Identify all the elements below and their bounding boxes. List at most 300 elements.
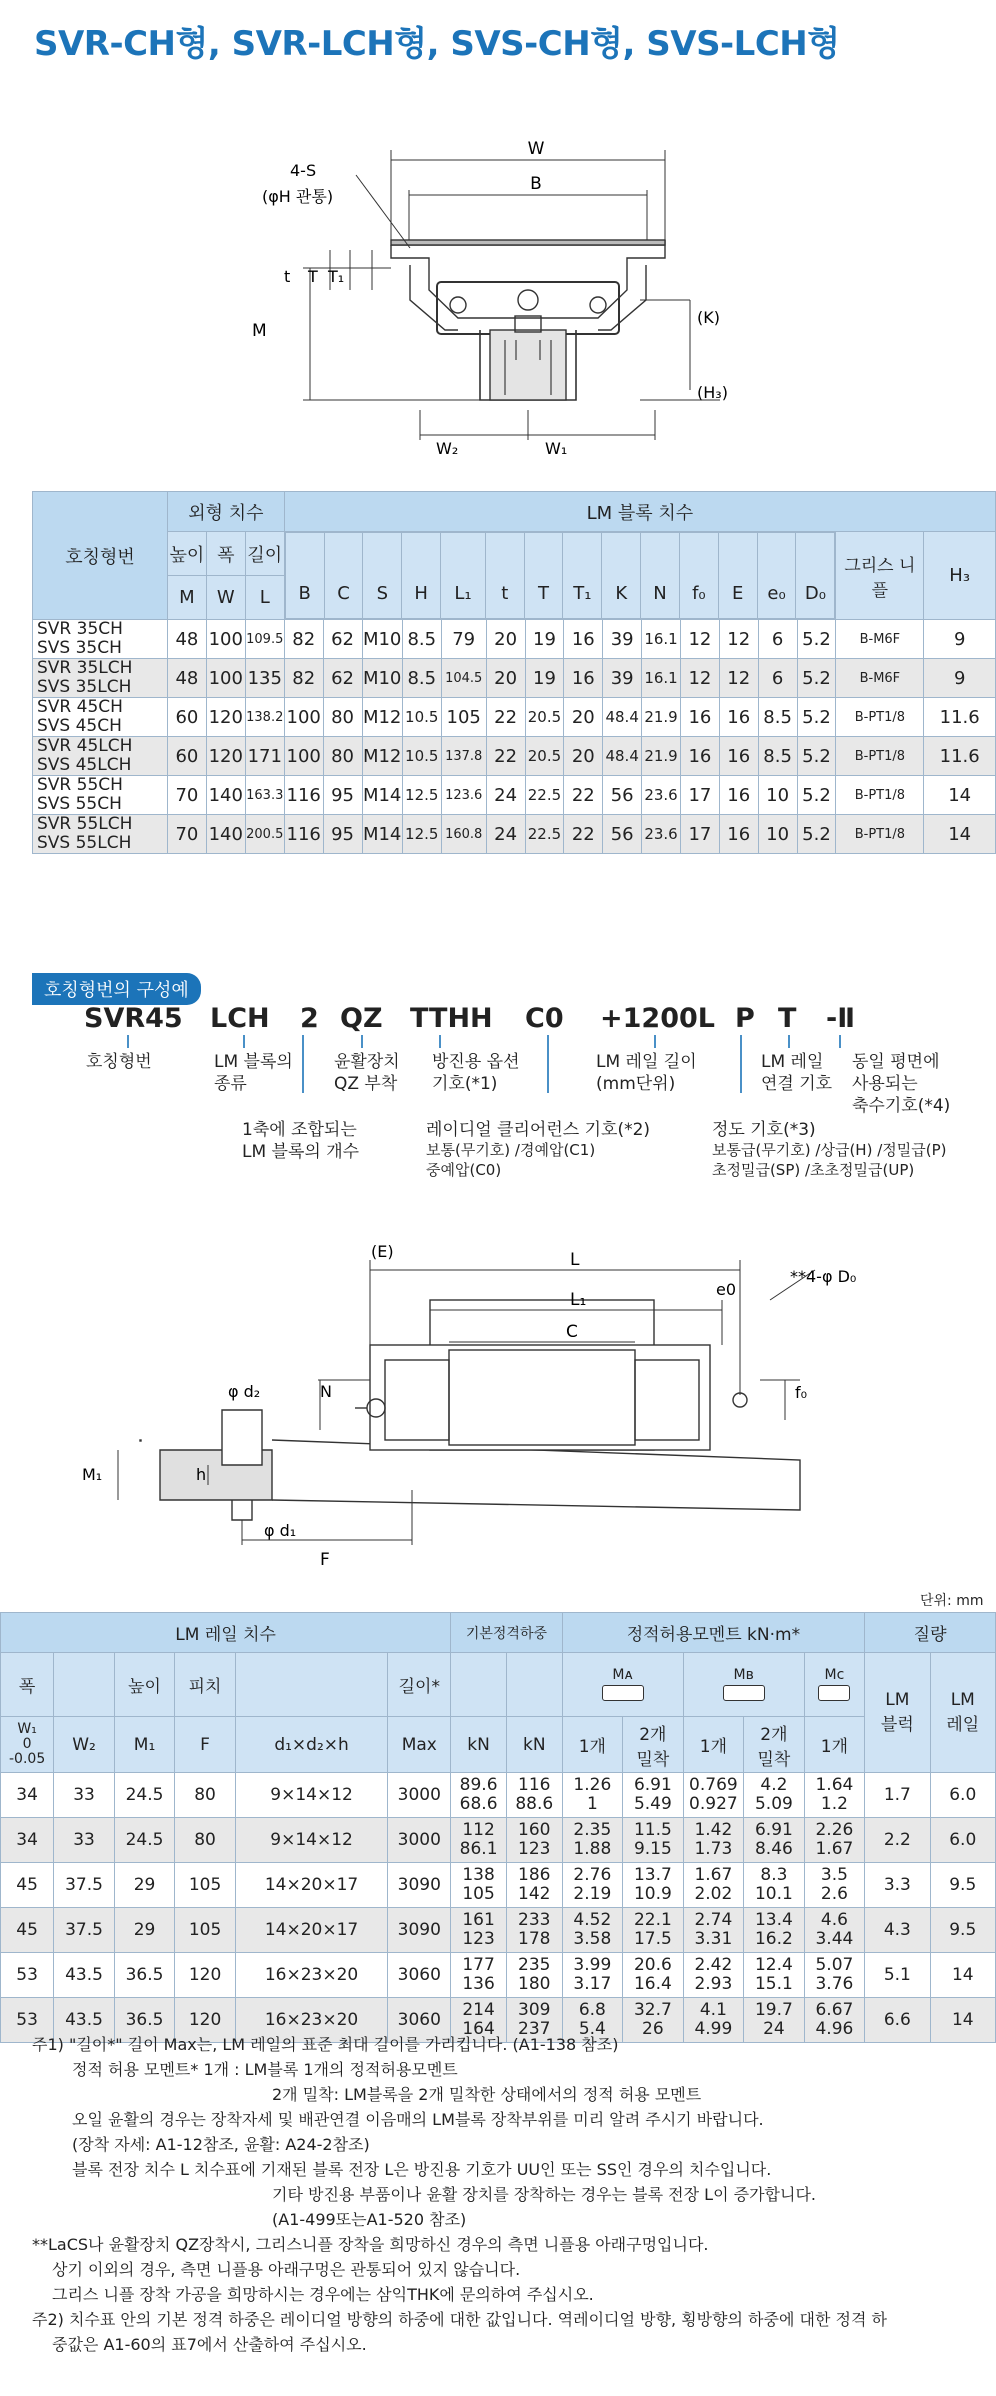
value-cell: 309 237 <box>506 1998 562 2043</box>
table2-F: F <box>175 1717 236 1773</box>
value-cell: 56 <box>603 815 642 854</box>
value-cell: 5.2 <box>797 620 836 659</box>
value-cell: 12 <box>680 659 719 698</box>
value-cell: 16 <box>719 776 758 815</box>
value-cell: 9×14×12 <box>235 1773 388 1818</box>
model-cell: SVR 35LCH SVS 35LCH <box>33 659 168 698</box>
code-part: TTHH <box>410 1003 493 1034</box>
value-cell: 5.2 <box>797 698 836 737</box>
value-cell: 138.2 <box>245 698 284 737</box>
footnote-line: 주1) "길이*" 길이 Max는, LM 레일의 표준 최대 길이를 가리킵니다. (A1-138 참조) <box>32 2035 619 2054</box>
value-cell: 53 <box>1 1953 54 1998</box>
table1-col-8: t <box>485 533 524 619</box>
value-cell: 21.9 <box>642 737 681 776</box>
footnote-line: (A1-499또는A1-520 참조) <box>272 2210 467 2229</box>
value-cell: 82 <box>284 659 323 698</box>
value-cell: 20.5 <box>525 698 564 737</box>
value-cell: 70 <box>167 776 206 815</box>
value-cell: 100 <box>206 620 245 659</box>
value-cell: 22.5 <box>525 776 564 815</box>
table1-col-15: e₀ <box>757 533 796 619</box>
table1-col-16: D₀ <box>796 533 835 619</box>
value-cell: 5.2 <box>797 815 836 854</box>
value-cell: 14 <box>930 1998 995 2043</box>
value-cell: 80 <box>323 737 362 776</box>
table-row <box>1 1773 996 1818</box>
value-cell: 20 <box>486 620 525 659</box>
value-cell: 80 <box>323 698 362 737</box>
value-cell: 16×23×20 <box>235 1953 388 1998</box>
value-cell: 2.2 <box>865 1818 930 1863</box>
dim-B: B <box>530 174 542 194</box>
value-cell: 171 <box>245 737 284 776</box>
value-cell: 48 <box>167 659 206 698</box>
value-cell: B-PT1/8 <box>836 776 924 815</box>
value-cell: 137.8 <box>441 737 486 776</box>
value-cell: 5.2 <box>797 659 836 698</box>
value-cell: 48 <box>167 620 206 659</box>
value-cell: 33 <box>54 1818 115 1863</box>
table2-d: d₁×d₂×h <box>235 1717 388 1773</box>
value-cell: 14 <box>930 1953 995 1998</box>
table1-block-group: LM 블록 치수 <box>284 492 995 532</box>
value-cell: B-M6F <box>836 620 924 659</box>
value-cell: 34 <box>1 1773 54 1818</box>
value-cell: 8.5 <box>758 698 797 737</box>
value-cell: 19 <box>525 620 564 659</box>
code-part: LCH <box>210 1003 270 1034</box>
value-cell: 138 105 <box>451 1863 507 1908</box>
label-rail-length-2: (mm단위) <box>596 1074 676 1094</box>
label-count-1: 1축에 조합되는 <box>242 1120 357 1140</box>
value-cell: 48.4 <box>603 698 642 737</box>
value-cell: 116 88.6 <box>506 1773 562 1818</box>
value-cell: 8.5 <box>758 737 797 776</box>
value-cell: 16 <box>680 698 719 737</box>
table2-basic-load: 기본정격하중 <box>451 1613 562 1653</box>
table1-col-7: L₁ <box>441 533 486 619</box>
table1-height: 높이 <box>167 532 206 576</box>
footnote-line: 블록 전장 치수 L 치수표에 기재된 블록 전장 L은 방진용 기호가 UU인 또는 SS인 경우의 치수입니다. <box>72 2160 772 2179</box>
table2-max: Max <box>388 1717 451 1773</box>
table2-rail-group: LM 레일 치수 <box>1 1613 451 1653</box>
lm-rail-dimension-table <box>0 1612 996 2043</box>
label-accuracy-2: 보통급(무기호) /상급(H) /정밀급(P) <box>712 1141 947 1159</box>
value-cell: 161 123 <box>451 1908 507 1953</box>
dim-E: (E) <box>371 1242 394 1261</box>
value-cell: 12.4 15.1 <box>744 1953 805 1998</box>
value-cell: 16 <box>719 737 758 776</box>
value-cell: 29 <box>114 1908 175 1953</box>
table1-width: 폭 <box>206 532 245 576</box>
value-cell: 95 <box>323 815 362 854</box>
table-row <box>1 1953 996 1998</box>
dim-H3: (H₃) <box>697 383 728 402</box>
footnote-line: 주2) 치수표 안의 기본 정격 하중은 레이디얼 방향의 하중에 대한 값입니다. 역레이디얼 방향, 횡방향의 하중에 대한 정격 하 <box>32 2310 887 2329</box>
value-cell: 6.6 <box>865 1998 930 2043</box>
value-cell: 186 142 <box>506 1863 562 1908</box>
value-cell: 37.5 <box>54 1908 115 1953</box>
value-cell: 24 <box>486 815 525 854</box>
value-cell: 4.6 3.44 <box>804 1908 865 1953</box>
table2-pitch: 피치 <box>175 1653 236 1717</box>
dim-L: L <box>570 1250 580 1270</box>
label-same-plane-1: 동일 평면에 <box>852 1052 940 1072</box>
table-row <box>33 776 996 815</box>
value-cell: 6.0 <box>930 1818 995 1863</box>
value-cell: 120 <box>206 737 245 776</box>
value-cell: M14 <box>362 776 402 815</box>
dim-T1: T₁ <box>328 267 345 286</box>
label-accuracy-3: 초정밀급(SP) /초초정밀급(UP) <box>712 1161 915 1179</box>
table2-rail-mass: LM 레일 <box>930 1653 995 1773</box>
label-qz-2: QZ 부착 <box>334 1074 398 1094</box>
label-model: 호칭형번 <box>86 1052 152 1072</box>
value-cell: 36.5 <box>114 1953 175 1998</box>
value-cell: 140 <box>206 776 245 815</box>
value-cell: 9.5 <box>930 1908 995 1953</box>
table1-length: 길이 <box>245 532 284 576</box>
value-cell: 200.5 <box>245 815 284 854</box>
model-config-banner: 호칭형번의 구성예 <box>32 973 201 1005</box>
value-cell: 105 <box>175 1863 236 1908</box>
value-cell: 2.35 1.88 <box>562 1818 623 1863</box>
value-cell: 70 <box>167 815 206 854</box>
table1-col-14: E <box>718 533 757 619</box>
table2-M1: M₁ <box>114 1717 175 1773</box>
value-cell: 13.4 16.2 <box>744 1908 805 1953</box>
model-cell: SVR 45LCH SVS 45LCH <box>33 737 168 776</box>
code-part: T <box>778 1003 797 1034</box>
value-cell: 80 <box>175 1773 236 1818</box>
value-cell: 6.67 4.96 <box>804 1998 865 2043</box>
value-cell: 14×20×17 <box>235 1908 388 1953</box>
model-config-diagram <box>0 995 996 1205</box>
value-cell: 233 178 <box>506 1908 562 1953</box>
value-cell: 4.3 <box>865 1908 930 1953</box>
value-cell: 1.42 1.73 <box>683 1818 744 1863</box>
table1-col-W: W <box>206 576 245 620</box>
table2-static-moment: 정적허용모멘트 kN·m* <box>562 1613 865 1653</box>
value-cell: 2.42 2.93 <box>683 1953 744 1998</box>
code-part: C0 <box>525 1003 564 1034</box>
model-cell: SVR 45CH SVS 45CH <box>33 698 168 737</box>
value-cell: 0.769 0.927 <box>683 1773 744 1818</box>
value-cell: B-PT1/8 <box>836 698 924 737</box>
dim-W: W <box>527 139 545 159</box>
value-cell: 235 180 <box>506 1953 562 1998</box>
footnote-line: 상기 이외의 경우, 측면 니플용 아래구멍은 관통되어 있지 않습니다. <box>52 2260 521 2279</box>
value-cell: 14 <box>924 815 996 854</box>
value-cell: 20 <box>486 659 525 698</box>
value-cell: 16.1 <box>642 659 681 698</box>
value-cell: 120 <box>175 1998 236 2043</box>
page-title: SVR-CH형, SVR-LCH형, SVS-CH형, SVS-LCH형 <box>34 24 840 64</box>
value-cell: 19.7 24 <box>744 1998 805 2043</box>
value-cell: 45 <box>1 1863 54 1908</box>
value-cell: M10 <box>362 659 402 698</box>
side-view-drawing <box>0 1240 996 1580</box>
table1-model-header: 호칭형번 <box>33 492 168 620</box>
value-cell: 100 <box>206 659 245 698</box>
value-cell: 37.5 <box>54 1863 115 1908</box>
dim-D0: **4-φ D₀ <box>790 1267 857 1286</box>
table1-col-4: C <box>324 533 363 619</box>
table2-mc-one: 1개 <box>804 1717 865 1773</box>
value-cell: 1.64 1.2 <box>804 1773 865 1818</box>
footnote-line: 오일 윤활의 경우는 장착자세 및 배관연결 이음매의 LM블록 장착부위를 미리 알려 주시기 바랍니다. <box>72 2110 764 2129</box>
value-cell: 4.2 5.09 <box>744 1773 805 1818</box>
value-cell: 16×23×20 <box>235 1998 388 2043</box>
value-cell: B-PT1/8 <box>836 737 924 776</box>
table1-col-11: K <box>602 533 641 619</box>
label-qz-1: 윤활장치 <box>334 1052 400 1072</box>
label-accuracy-1: 정도 기호(*3) <box>712 1120 816 1140</box>
value-cell: 3090 <box>388 1908 451 1953</box>
value-cell: 24.5 <box>114 1818 175 1863</box>
dim-phid1: φ d₁ <box>264 1521 297 1540</box>
value-cell: 2.74 3.31 <box>683 1908 744 1953</box>
value-cell: 105 <box>441 698 486 737</box>
table2-ma: Mᴀ <box>562 1653 683 1717</box>
footnote-line: 그리스 니플 장착 가공을 희망하시는 경우에는 삼익THK에 문의하여 주십시오. <box>52 2285 594 2304</box>
code-part: -Ⅱ <box>826 1003 855 1034</box>
code-part: QZ <box>340 1003 383 1034</box>
value-cell: B-PT1/8 <box>836 815 924 854</box>
value-cell: 3.3 <box>865 1863 930 1908</box>
value-cell: 22 <box>486 737 525 776</box>
table2-mb-one: 1개 <box>683 1717 744 1773</box>
footnote-line: 2개 밀착: LM블록을 2개 밀착한 상태에서의 정적 허용 모멘트 <box>272 2085 702 2104</box>
value-cell: 10.5 <box>402 698 441 737</box>
dim-h: h <box>196 1465 207 1484</box>
value-cell: 89.6 68.6 <box>451 1773 507 1818</box>
label-dust-1: 방진용 옵션 <box>432 1052 520 1072</box>
footnote-line: 기타 방진용 부품이나 윤활 장치를 장착하는 경우는 블록 전장 L이 증가합니다. <box>272 2185 816 2204</box>
value-cell: 23.6 <box>642 776 681 815</box>
table2-W2: W₂ <box>54 1717 115 1773</box>
table1-col-6: H <box>402 533 441 619</box>
footnote-line: (장착 자세: A1-12참조, 윤활: A24-2참조) <box>72 2135 370 2154</box>
value-cell: 112 86.1 <box>451 1818 507 1863</box>
value-cell: 39 <box>603 659 642 698</box>
value-cell: 177 136 <box>451 1953 507 1998</box>
dim-e0: e0 <box>716 1280 737 1299</box>
value-cell: 6.8 5.4 <box>562 1998 623 2043</box>
model-cell: SVR 55CH SVS 55CH <box>33 776 168 815</box>
value-cell: 100 <box>284 737 323 776</box>
label-dust-2: 기호(*1) <box>432 1074 498 1094</box>
value-cell: 56 <box>603 776 642 815</box>
footnote-line: 정적 허용 모멘트* 1개 : LM블록 1개의 정적허용모멘트 <box>72 2060 458 2079</box>
value-cell: M10 <box>362 620 402 659</box>
table1-col-M: M <box>167 576 206 620</box>
value-cell: 5.2 <box>797 776 836 815</box>
value-cell: 95 <box>323 776 362 815</box>
value-cell: 8.3 10.1 <box>744 1863 805 1908</box>
value-cell: 1.26 1 <box>562 1773 623 1818</box>
table2-mb-two: 2개 밀착 <box>744 1717 805 1773</box>
table2-width: 폭 <box>1 1653 54 1717</box>
value-cell: M12 <box>362 737 402 776</box>
dim-t: t <box>284 267 291 286</box>
table2-mass: 질량 <box>865 1613 996 1653</box>
value-cell: 19 <box>525 659 564 698</box>
table2-c-unit: kN <box>451 1717 507 1773</box>
value-cell: 22 <box>486 698 525 737</box>
value-cell: 6 <box>758 620 797 659</box>
table2-W1: W₁ 0 -0.05 <box>1 1717 54 1773</box>
value-cell: 14 <box>924 776 996 815</box>
table1-col-9: T <box>524 533 563 619</box>
value-cell: 3090 <box>388 1863 451 1908</box>
table1-grease-header: 그리스 니플 <box>836 532 924 620</box>
value-cell: 6 <box>758 659 797 698</box>
value-cell: 3060 <box>388 1998 451 2043</box>
value-cell: 10.5 <box>402 737 441 776</box>
dim-W1: W₁ <box>545 439 568 458</box>
table2-ma-one: 1개 <box>562 1717 623 1773</box>
table2-length: 길이* <box>388 1653 451 1717</box>
dim-f0: f₀ <box>795 1383 808 1402</box>
table1-H3-header: H₃ <box>924 532 996 620</box>
footnotes <box>32 2032 982 2357</box>
value-cell: 2.76 2.19 <box>562 1863 623 1908</box>
value-cell: 14×20×17 <box>235 1863 388 1908</box>
table-row <box>1 1908 996 1953</box>
value-cell: 3060 <box>388 1953 451 1998</box>
dim-T: T <box>308 267 318 286</box>
table1-col-5: S <box>363 533 402 619</box>
value-cell: 16 <box>719 698 758 737</box>
value-cell: 29 <box>114 1863 175 1908</box>
label-rail-length-1: LM 레일 길이 <box>596 1052 697 1072</box>
value-cell: 62 <box>323 659 362 698</box>
table2-mb: Mʙ <box>683 1653 804 1717</box>
footnote-line: 중값은 A1-60의 표7에서 산출하여 주십시오. <box>52 2335 367 2354</box>
model-cell: SVR 55LCH SVS 55LCH <box>33 815 168 854</box>
value-cell: B-M6F <box>836 659 924 698</box>
label-rail-join-2: 연결 기호 <box>761 1074 833 1094</box>
table-row <box>33 659 996 698</box>
dim-L1: L₁ <box>570 1290 587 1310</box>
table2-ma-two: 2개 밀착 <box>623 1717 684 1773</box>
value-cell: 82 <box>284 620 323 659</box>
dim-F: F <box>320 1550 330 1570</box>
cross-section-drawing <box>0 0 996 470</box>
dim-phid2: φ d₂ <box>228 1382 261 1401</box>
value-cell: 5.2 <box>797 737 836 776</box>
value-cell: 24.5 <box>114 1773 175 1818</box>
unit-label: 단위: mm <box>920 1593 984 1609</box>
table1-col-L: L <box>245 576 284 620</box>
value-cell: 12 <box>719 620 758 659</box>
table1-outer-group: 외형 치수 <box>167 492 284 532</box>
label-same-plane-3: 축수기호(*4) <box>852 1096 951 1116</box>
value-cell: 6.91 8.46 <box>744 1818 805 1863</box>
value-cell: 32.7 26 <box>623 1998 684 2043</box>
table-row <box>1 1863 996 1908</box>
dim-4S: 4-S <box>290 161 317 180</box>
table1-col-3: B <box>285 533 324 619</box>
value-cell: 8.5 <box>402 620 441 659</box>
value-cell: 24 <box>486 776 525 815</box>
label-clearance-2: 보통(무기호) /경예압(C1) <box>426 1141 596 1159</box>
value-cell: 80 <box>175 1818 236 1863</box>
value-cell: 39 <box>603 620 642 659</box>
model-cell: SVR 35CH SVS 35CH <box>33 620 168 659</box>
value-cell: 20 <box>564 698 603 737</box>
value-cell: 214 164 <box>451 1998 507 2043</box>
value-cell: 123.6 <box>441 776 486 815</box>
code-part: SVR45 <box>84 1003 183 1034</box>
value-cell: 4.52 3.58 <box>562 1908 623 1953</box>
value-cell: 23.6 <box>642 815 681 854</box>
label-count-2: LM 블록의 개수 <box>242 1142 360 1162</box>
value-cell: 16 <box>564 659 603 698</box>
dim-W2: W₂ <box>436 439 459 458</box>
value-cell: 34 <box>1 1818 54 1863</box>
dim-M1: M₁ <box>82 1465 103 1484</box>
value-cell: 17 <box>680 776 719 815</box>
value-cell: 5.07 3.76 <box>804 1953 865 1998</box>
value-cell: 36.5 <box>114 1998 175 2043</box>
value-cell: 16 <box>564 620 603 659</box>
table2-mc: Mᴄ <box>804 1653 865 1717</box>
value-cell: 105 <box>175 1908 236 1953</box>
value-cell: 3.99 3.17 <box>562 1953 623 1998</box>
table1-col-12: N <box>641 533 680 619</box>
value-cell: 62 <box>323 620 362 659</box>
value-cell: 135 <box>245 659 284 698</box>
value-cell: 22 <box>564 776 603 815</box>
table-row <box>1 1818 996 1863</box>
value-cell: 16 <box>680 737 719 776</box>
value-cell: 43.5 <box>54 1953 115 1998</box>
value-cell: 17 <box>680 815 719 854</box>
value-cell: 100 <box>284 698 323 737</box>
value-cell: 10 <box>758 815 797 854</box>
value-cell: 3.5 2.6 <box>804 1863 865 1908</box>
value-cell: 48.4 <box>603 737 642 776</box>
value-cell: 79 <box>441 620 486 659</box>
value-cell: 53 <box>1 1998 54 2043</box>
value-cell: 11.5 9.15 <box>623 1818 684 1863</box>
value-cell: 20.5 <box>525 737 564 776</box>
table2-block-mass: LM 블럭 <box>865 1653 930 1773</box>
value-cell: 163.3 <box>245 776 284 815</box>
value-cell: 60 <box>167 737 206 776</box>
dim-K: (K) <box>697 308 720 327</box>
value-cell: 12.5 <box>402 776 441 815</box>
value-cell: 3000 <box>388 1818 451 1863</box>
value-cell: 2.26 1.67 <box>804 1818 865 1863</box>
value-cell: 22 <box>564 815 603 854</box>
label-clearance-3: 중예압(C0) <box>426 1161 502 1179</box>
table1-col-10: T₁ <box>563 533 602 619</box>
value-cell: 140 <box>206 815 245 854</box>
value-cell: 11.6 <box>924 698 996 737</box>
value-cell: 6.91 5.49 <box>623 1773 684 1818</box>
value-cell: 20 <box>564 737 603 776</box>
table1-col-13: f₀ <box>679 533 718 619</box>
dim-N: N <box>320 1382 332 1401</box>
value-cell: 60 <box>167 698 206 737</box>
table-row <box>33 698 996 737</box>
value-cell: 12 <box>680 620 719 659</box>
dim-C: C <box>566 1322 578 1342</box>
value-cell: 12.5 <box>402 815 441 854</box>
